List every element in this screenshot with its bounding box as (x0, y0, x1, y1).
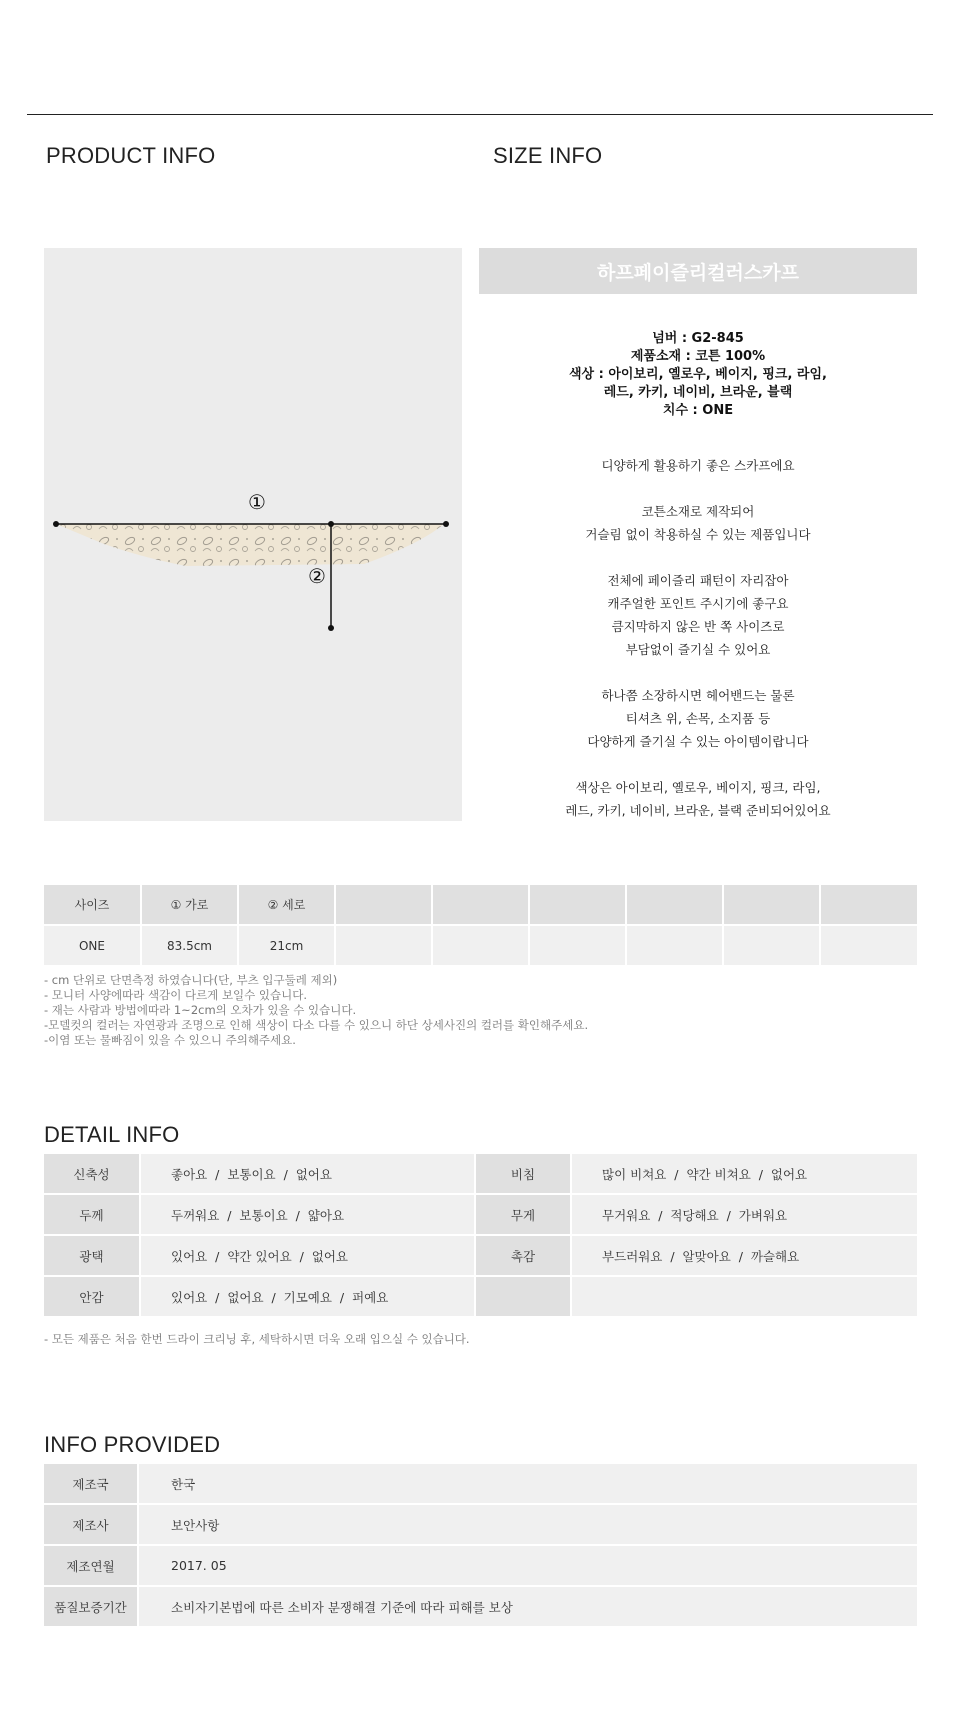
detail-options-text: 부드러워요 / 알맞아요 / 까슬해요 (602, 1248, 800, 1264)
detail-label: 안감 (44, 1276, 140, 1317)
info-row (44, 1545, 917, 1586)
width-marker: ① (248, 490, 266, 514)
spec-line: 넘버 : G2-845 (652, 331, 744, 346)
description-paragraph (479, 569, 917, 661)
detail-options-text: 많이 비쳐요 / 약간 비쳐요 / 없어요 (602, 1166, 808, 1182)
size-cell: ONE (44, 925, 141, 965)
size-cell-empty (335, 925, 432, 965)
detail-label: 촉감 (475, 1235, 571, 1276)
top-divider (27, 114, 933, 115)
description-paragraph (479, 684, 917, 753)
detail-options-text: 두꺼워요 / 보통이요 / 얇아요 (171, 1207, 345, 1223)
detail-label: 무게 (475, 1194, 571, 1235)
detail-options (571, 1154, 917, 1194)
size-table-header-row (44, 885, 917, 925)
detail-row (44, 1276, 917, 1317)
height-marker: ② (308, 564, 326, 588)
info-label: 제조국 (44, 1464, 138, 1504)
detail-label: 신축성 (44, 1154, 140, 1194)
size-note: -모델컷의 컬러는 자연광과 조명으로 인해 색상이 다소 다를 수 있으니 하단 상세사진의 컬러를 확인해주세요. (44, 1018, 589, 1032)
detail-options-text: 있어요 / 약간 있어요 / 없어요 (171, 1248, 349, 1264)
size-note: - 모니터 사양에따라 색감이 다르게 보일수 있습니다. (44, 988, 308, 1002)
detail-options-empty (571, 1276, 917, 1317)
description-paragraph (479, 500, 917, 546)
size-header-cell-empty (529, 885, 626, 925)
info-value: 2017. 05 (138, 1545, 917, 1586)
size-cell-empty (820, 925, 917, 965)
detail-label: 두께 (44, 1194, 140, 1235)
size-header-cell-empty (432, 885, 529, 925)
description-line: 부담없이 즐기실 수 있어요 (625, 642, 771, 657)
info-value: 한국 (138, 1464, 917, 1504)
scarf-diagram (44, 248, 462, 821)
detail-label: 광택 (44, 1235, 140, 1276)
size-note: - cm 단위로 단면측정 하였습니다(단, 부츠 입구둘레 제외) (44, 973, 338, 987)
detail-row (44, 1235, 917, 1276)
info-row (44, 1586, 917, 1627)
description-line: 티셔츠 위, 손목, 소지품 등 (625, 711, 771, 726)
info-label: 품질보증기간 (44, 1586, 138, 1627)
product-photo (44, 248, 462, 821)
detail-label-empty (475, 1276, 571, 1317)
description-line: 코튼소재로 제작되어 (641, 504, 755, 519)
size-table (44, 885, 917, 965)
info-provided-heading: INFO PROVIDED (44, 1432, 221, 1457)
description-line: 하나쯤 소장하시면 헤어밴드는 물론 (601, 688, 795, 703)
size-cell-empty (529, 925, 626, 965)
product-description (479, 454, 917, 822)
info-value: 소비자기본법에 따른 소비자 분쟁해결 기준에 따라 피해를 보상 (138, 1586, 917, 1627)
size-header-cell-empty (335, 885, 432, 925)
detail-table (44, 1154, 917, 1318)
size-table-row (44, 925, 917, 965)
care-note: - 모든 제품은 처음 한번 드라이 크리닝 후, 세탁하시면 더욱 오래 입으실 수 있습니다. (44, 1332, 470, 1346)
info-value: 보안사항 (138, 1504, 917, 1545)
size-header-cell-empty (626, 885, 723, 925)
detail-options (140, 1154, 475, 1194)
product-info-heading: PRODUCT INFO (46, 143, 216, 168)
size-header-cell: ① 가로 (141, 885, 238, 925)
product-spec (479, 330, 917, 420)
detail-label: 비침 (475, 1154, 571, 1194)
size-header-cell-empty (723, 885, 820, 925)
product-name: 하프페이즐리컬러스카프 (597, 261, 799, 284)
spec-line: 레드, 카키, 네이비, 브라운, 블랙 (603, 385, 793, 400)
description-line: 캐주얼한 포인트 주시기에 좋구요 (607, 596, 789, 611)
description-line: 레드, 카키, 네이비, 브라운, 블랙 준비되어있어요 (565, 803, 831, 818)
detail-row (44, 1154, 917, 1194)
detail-options (571, 1235, 917, 1276)
detail-row (44, 1194, 917, 1235)
size-notes (44, 973, 588, 1048)
detail-options-text: 무거워요 / 적당해요 / 가벼워요 (602, 1207, 788, 1223)
info-provided-table (44, 1464, 917, 1628)
size-note: -이염 또는 물빠짐이 있을 수 있으니 주의해주세요. (44, 1033, 296, 1047)
size-header-cell-empty (820, 885, 917, 925)
detail-options (140, 1235, 475, 1276)
size-info-heading: SIZE INFO (493, 143, 603, 168)
description-line: 큼지막하지 않은 반 쪽 사이즈로 (611, 619, 785, 634)
product-name-bar (479, 248, 917, 294)
spec-line: 색상 : 아이보리, 옐로우, 베이지, 핑크, 라임, (569, 367, 827, 382)
info-label: 제조연월 (44, 1545, 138, 1586)
detail-options-text: 있어요 / 없어요 / 기모예요 / 퍼예요 (171, 1289, 389, 1305)
detail-options (140, 1194, 475, 1235)
size-header-cell: ② 세로 (238, 885, 335, 925)
description-line: 전체에 페이즐리 패턴이 자리잡아 (607, 573, 789, 588)
description-line: 다양하게 즐기실 수 있는 아이템이랍니다 (587, 734, 809, 749)
detail-options (140, 1276, 475, 1317)
info-row (44, 1504, 917, 1545)
size-cell-empty (723, 925, 820, 965)
info-label: 제조사 (44, 1504, 138, 1545)
spec-line: 제품소재 : 코튼 100% (630, 349, 766, 364)
size-cell-empty (432, 925, 529, 965)
description-paragraph (479, 454, 917, 477)
detail-info-heading: DETAIL INFO (44, 1122, 180, 1147)
size-cell: 21cm (238, 925, 335, 965)
size-header-cell: 사이즈 (44, 885, 141, 925)
info-row (44, 1464, 917, 1504)
description-line: 거슬림 없이 착용하실 수 있는 제품입니다 (585, 527, 811, 542)
description-line: 디양하게 활용하기 좋은 스카프에요 (601, 458, 795, 473)
spec-line: 치수 : ONE (662, 403, 734, 418)
size-cell-empty (626, 925, 723, 965)
detail-options-text: 좋아요 / 보통이요 / 없어요 (171, 1166, 332, 1182)
description-line: 색상은 아이보리, 옐로우, 베이지, 핑크, 라임, (575, 780, 821, 795)
description-paragraph (479, 776, 917, 822)
detail-options (571, 1194, 917, 1235)
size-cell: 83.5cm (141, 925, 238, 965)
size-note: - 재는 사람과 방법에따라 1~2cm의 오차가 있을 수 있습니다. (44, 1003, 357, 1017)
